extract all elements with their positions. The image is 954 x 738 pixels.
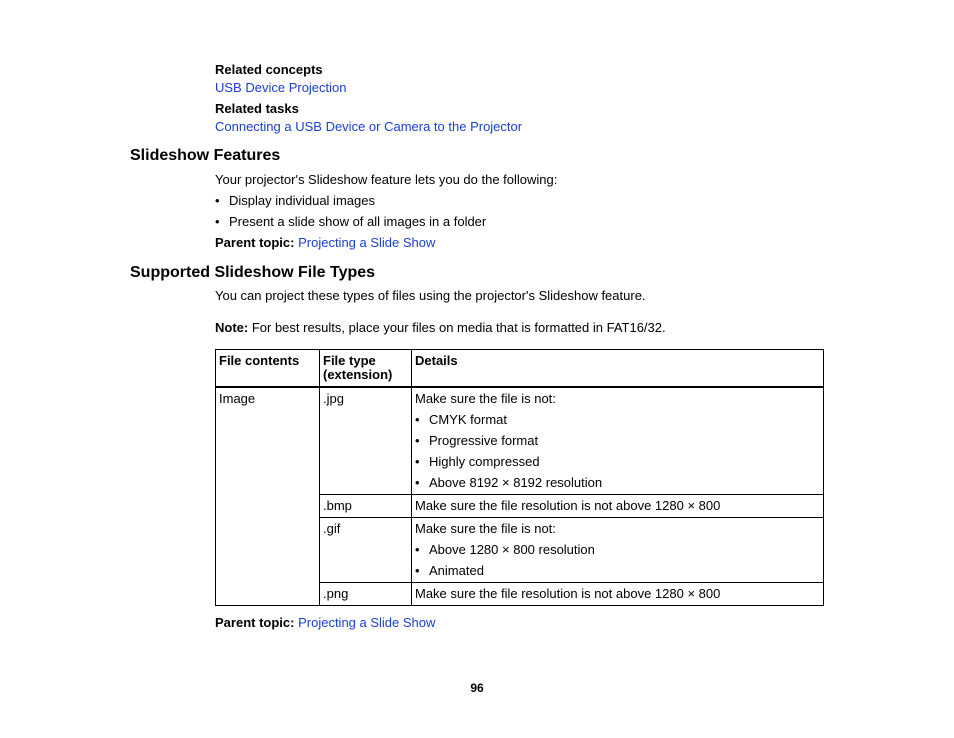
parent-topic xyxy=(215,615,435,630)
note xyxy=(215,320,666,335)
cell-file-contents: Image xyxy=(216,387,320,606)
list-item-label: Present a slide show of all images in a folder xyxy=(229,214,487,229)
list-item-label: Above 8192 × 8192 resolution xyxy=(429,475,603,490)
bullet-icon: • xyxy=(415,412,420,427)
projecting-slide-show-link[interactable]: Projecting a Slide Show xyxy=(298,235,436,250)
list-item-label: Above 1280 × 800 resolution xyxy=(429,542,595,557)
bullet-icon: • xyxy=(415,542,420,557)
slideshow-features-intro: Your projector's Slideshow feature lets you do the following: xyxy=(215,172,558,187)
parent-topic-label: Parent topic: xyxy=(215,235,295,250)
related-concepts-heading: Related concepts xyxy=(215,62,323,77)
details-text: Make sure the file is not: xyxy=(415,521,556,536)
note-text: For best results, place your files on media that is formatted in FAT16/32. xyxy=(248,320,666,335)
note-label: Note: xyxy=(215,320,249,335)
header-details: Details xyxy=(412,350,824,388)
cell-details: Make sure the file resolution is not above 1280 × 800 xyxy=(412,495,824,518)
list-item xyxy=(415,413,820,434)
list-item xyxy=(415,543,820,564)
slideshow-features-title: Slideshow Features xyxy=(130,147,281,164)
details-text: Make sure the file is not: xyxy=(415,391,556,406)
usb-device-projection-link[interactable]: USB Device Projection xyxy=(215,80,347,95)
cell-details xyxy=(412,518,824,583)
list-item-label: CMYK format xyxy=(429,412,508,427)
header-file-contents: File contents xyxy=(216,350,320,388)
table-header-row xyxy=(216,350,824,388)
projecting-slide-show-link[interactable]: Projecting a Slide Show xyxy=(298,615,436,630)
bullet-icon: • xyxy=(215,214,220,229)
cell-ext: .jpg xyxy=(320,387,412,495)
parent-topic xyxy=(215,235,435,250)
list-item xyxy=(215,214,486,229)
table-row xyxy=(216,387,824,495)
cell-details xyxy=(412,387,824,495)
list-item xyxy=(415,434,820,455)
cell-ext: .gif xyxy=(320,518,412,583)
file-types-table xyxy=(215,349,824,606)
list-item-label: Progressive format xyxy=(429,433,539,448)
bullet-icon: • xyxy=(415,433,420,448)
bullet-icon: • xyxy=(415,475,420,490)
header-file-type xyxy=(320,350,412,388)
cell-details: Make sure the file resolution is not above 1280 × 800 xyxy=(412,583,824,606)
bullet-icon: • xyxy=(415,563,420,578)
cell-ext: .png xyxy=(320,583,412,606)
list-item xyxy=(215,193,375,208)
list-item-label: Highly compressed xyxy=(429,454,540,469)
list-item xyxy=(415,564,820,578)
list-item xyxy=(415,476,820,490)
header-file-type-line2: (extension) xyxy=(323,367,393,382)
cell-ext: .bmp xyxy=(320,495,412,518)
parent-topic-label: Parent topic: xyxy=(215,615,295,630)
supported-types-title: Supported Slideshow File Types xyxy=(130,264,376,281)
list-item xyxy=(415,455,820,476)
related-tasks-heading: Related tasks xyxy=(215,101,299,116)
page-number: 96 xyxy=(470,681,484,695)
list-item-label: Display individual images xyxy=(229,193,375,208)
list-item-label: Animated xyxy=(429,563,484,578)
connecting-usb-device-link[interactable]: Connecting a USB Device or Camera to the Projector xyxy=(215,119,523,134)
header-file-type-line1: File type xyxy=(323,353,376,368)
bullet-icon: • xyxy=(415,454,420,469)
bullet-icon: • xyxy=(215,193,220,208)
supported-types-intro: You can project these types of files using the projector's Slideshow feature. xyxy=(215,288,646,303)
